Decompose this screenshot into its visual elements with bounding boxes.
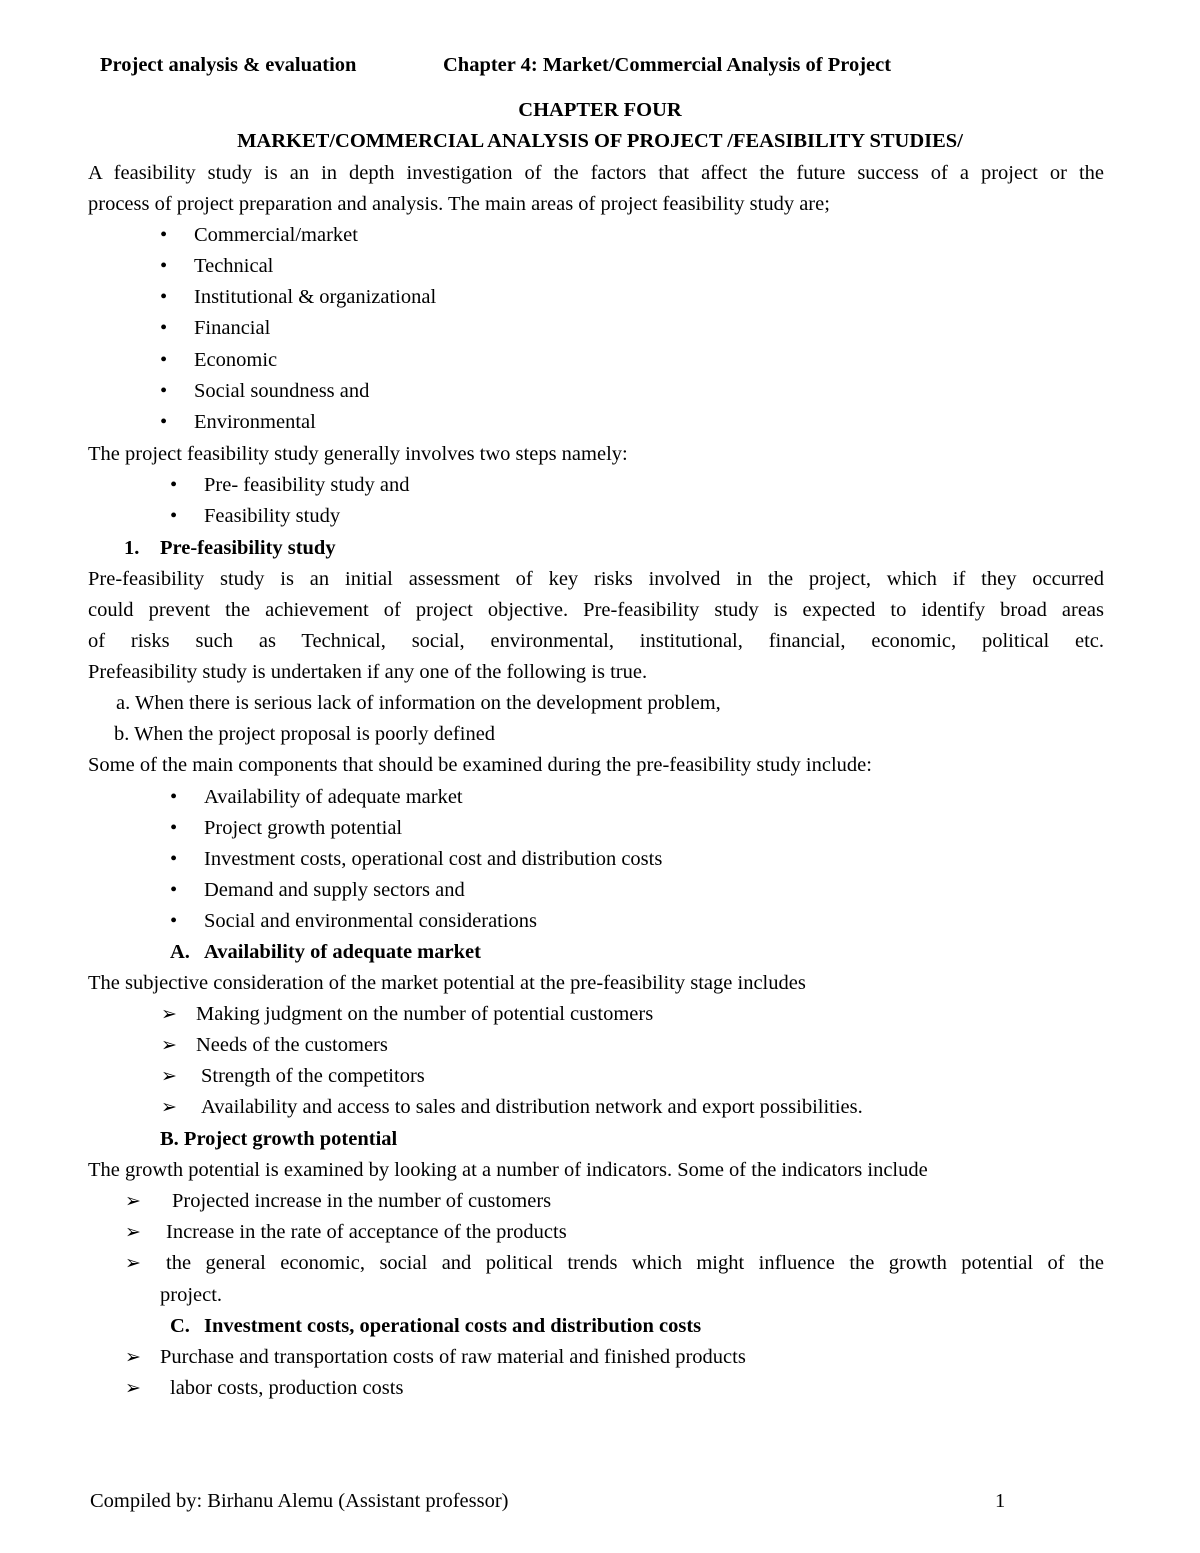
arrow-bullet-icon: ➢ — [125, 1378, 141, 1399]
arrow-bullet-icon: ➢ — [161, 1097, 177, 1118]
section-1-para-line-3: of risks such as Technical, social, environmental, institutional, financial, economic, political etc. — [88, 630, 1104, 652]
section-1-para-line-4: Prefeasibility study is undertaken if any one of the following is true. — [88, 661, 648, 683]
component-item: Availability of adequate market — [204, 786, 463, 808]
bullet-icon: • — [170, 786, 178, 808]
section-a-intro: The subjective consideration of the market potential at the pre-feasibility stage includes — [88, 972, 806, 994]
steps-intro: The project feasibility study generally involves two steps namely: — [88, 443, 628, 465]
arrow-bullet-icon: ➢ — [125, 1191, 141, 1212]
market-item: Making judgment on the number of potential customers — [196, 1003, 654, 1025]
step-item: Feasibility study — [204, 505, 341, 527]
section-a-letter: A. — [170, 941, 190, 963]
growth-item: Increase in the rate of acceptance of the products — [166, 1221, 567, 1243]
bullet-icon: • — [170, 505, 178, 527]
components-intro: Some of the main components that should be examined during the pre-feasibility study include: — [88, 754, 872, 776]
section-1-number: 1. — [124, 537, 140, 559]
chapter-title: MARKET/COMMERCIAL ANALYSIS OF PROJECT /FEASIBILITY STUDIES/ — [237, 130, 963, 152]
cost-item: Purchase and transportation costs of raw material and finished products — [160, 1346, 746, 1368]
bullet-icon: • — [160, 286, 168, 308]
bullet-icon: • — [170, 910, 178, 932]
component-item: Investment costs, operational cost and distribution costs — [204, 848, 663, 870]
section-c-letter: C. — [170, 1315, 190, 1337]
page-number: 1 — [995, 1490, 1006, 1512]
chapter-number: CHAPTER FOUR — [518, 99, 682, 121]
section-1-heading: Pre-feasibility study — [160, 537, 336, 559]
market-item: Strength of the competitors — [201, 1065, 425, 1087]
cost-item: labor costs, production costs — [170, 1377, 404, 1399]
section-a-heading: Availability of adequate market — [204, 941, 481, 963]
arrow-bullet-icon: ➢ — [161, 1004, 177, 1025]
bullet-icon: • — [170, 879, 178, 901]
section-c-heading: Investment costs, operational costs and distribution costs — [204, 1315, 702, 1337]
bullet-icon: • — [160, 411, 168, 433]
component-item: Project growth potential — [204, 817, 403, 839]
section-1-para-line-1: Pre-feasibility study is an initial assessment of key risks involved in the project, which if they occurred — [88, 568, 1104, 590]
market-item: Availability and access to sales and distribution network and export possibilities. — [201, 1096, 863, 1118]
growth-item: Projected increase in the number of customers — [172, 1190, 552, 1212]
area-item: Technical — [194, 255, 274, 277]
market-item: Needs of the customers — [196, 1034, 388, 1056]
growth-item-continuation: project. — [160, 1284, 223, 1306]
step-item: Pre- feasibility study and — [204, 474, 410, 496]
arrow-bullet-icon: ➢ — [161, 1066, 177, 1087]
area-item: Commercial/market — [194, 224, 358, 246]
arrow-bullet-icon: ➢ — [125, 1347, 141, 1368]
bullet-icon: • — [160, 255, 168, 277]
bullet-icon: • — [170, 817, 178, 839]
bullet-icon: • — [160, 380, 168, 402]
area-item: Institutional & organizational — [194, 286, 437, 308]
bullet-icon: • — [170, 848, 178, 870]
footer-compiled-by: Compiled by: Birhanu Alemu (Assistant professor) — [90, 1490, 509, 1512]
bullet-icon: • — [160, 317, 168, 339]
bullet-icon: • — [170, 474, 178, 496]
bullet-icon: • — [160, 224, 168, 246]
running-header-right: Chapter 4: Market/Commercial Analysis of Project — [443, 54, 892, 76]
arrow-bullet-icon: ➢ — [125, 1222, 141, 1243]
intro-line-2: process of project preparation and analysis. The main areas of project feasibility study are; — [88, 193, 830, 215]
component-item: Social and environmental considerations — [204, 910, 538, 932]
area-item: Financial — [194, 317, 271, 339]
condition-item: b. When the project proposal is poorly defined — [114, 723, 496, 745]
arrow-bullet-icon: ➢ — [161, 1035, 177, 1056]
arrow-bullet-icon: ➢ — [125, 1253, 141, 1274]
condition-item: a. When there is serious lack of information on the development problem, — [116, 692, 721, 714]
bullet-icon: • — [160, 349, 168, 371]
area-item: Social soundness and — [194, 380, 370, 402]
area-item: Environmental — [194, 411, 316, 433]
area-item: Economic — [194, 349, 278, 371]
growth-item: the general economic, social and political trends which might influence the growth potential of the — [166, 1252, 1104, 1274]
section-b-heading: B. Project growth potential — [160, 1128, 398, 1150]
component-item: Demand and supply sectors and — [204, 879, 465, 901]
section-1-para-line-2: could prevent the achievement of project objective. Pre-feasibility study is expected to identify broad areas — [88, 599, 1104, 621]
section-b-intro: The growth potential is examined by looking at a number of indicators. Some of the indicators include — [88, 1159, 928, 1181]
intro-line-1: A feasibility study is an in depth investigation of the factors that affect the future success of a project or the — [88, 162, 1104, 184]
running-header-left: Project analysis & evaluation — [100, 54, 357, 76]
